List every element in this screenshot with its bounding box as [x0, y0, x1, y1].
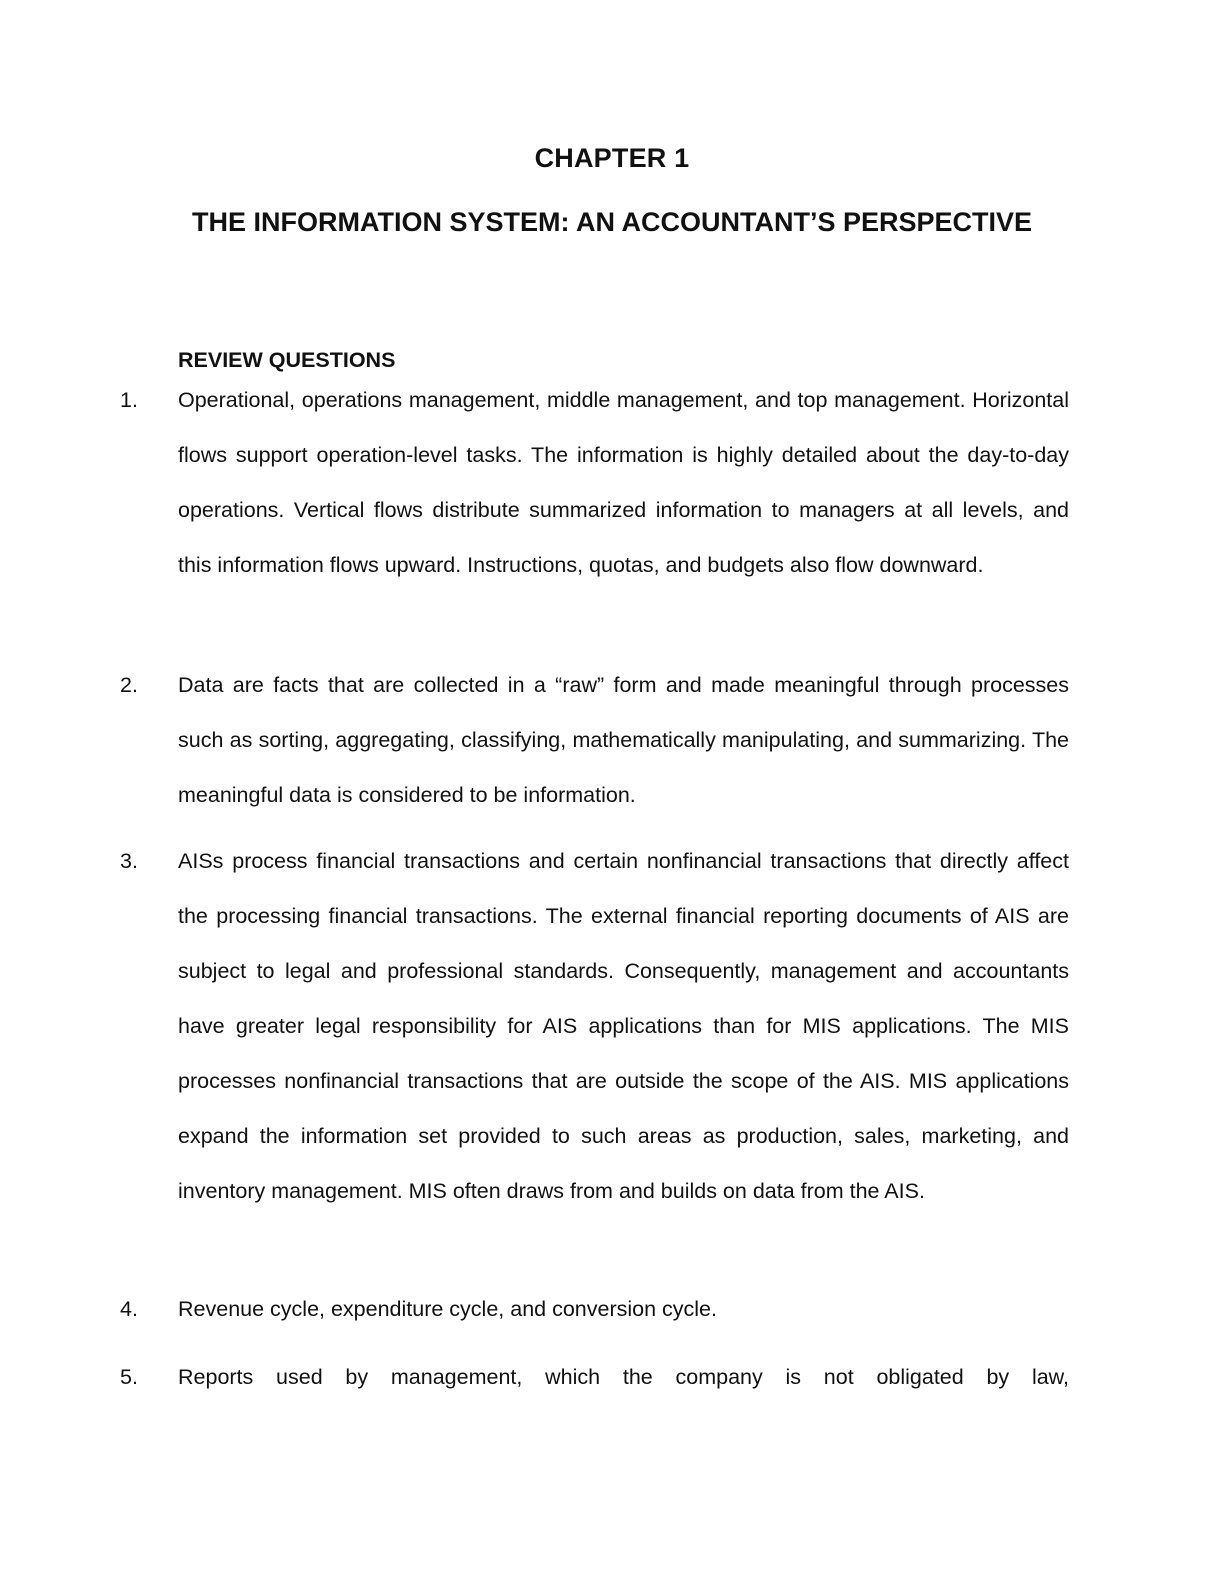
chapter-title: THE INFORMATION SYSTEM: AN ACCOUNTANT’S PERSPECTIVE — [191, 207, 1033, 237]
question-item — [120, 658, 1070, 823]
section-heading: REVIEW QUESTIONS — [178, 348, 396, 372]
question-item — [120, 1350, 1070, 1405]
question-answer-text: Operational, operations management, middle management, and top management. Horizontal flows support operation-level tasks. The information is highly detailed about the day-to-day operations. Vertical flows distribute summarized information to managers at all levels, and this information flows upward. Instructions, quotas, and budgets also flow downward. — [178, 388, 1069, 577]
question-item — [120, 373, 1070, 593]
question-answer-text: Data are facts that are collected in a “raw” form and made meaningful through processes such as sorting, aggregating, classifying, mathematically manipulating, and summarizing. The meaningful data is considered to be information. — [178, 673, 1069, 807]
chapter-label: CHAPTER 1 — [534, 143, 690, 173]
question-answer-text: Revenue cycle, expenditure cycle, and conversion cycle. — [178, 1297, 717, 1321]
question-number: 1. — [120, 388, 138, 412]
question-number: 4. — [120, 1297, 138, 1321]
question-answer-text: AISs process financial transactions and certain nonfinancial transactions that directly affect the processing financial transactions. The external financial reporting documents of AIS are subject to legal and professional standards. Consequently, management and accountants have greater legal responsibility for AIS applications than for MIS applications. The MIS processes nonfinancial transactions that are outside the scope of the AIS. MIS applications expand the information set provided to such areas as production, sales, marketing, and inventory management. MIS often draws from and builds on data from the AIS. — [178, 849, 1069, 1203]
question-item — [120, 834, 1070, 1219]
question-answer-text: Reports used by management, which the company is not obligated by law, — [178, 1365, 1069, 1389]
question-number: 5. — [120, 1365, 138, 1389]
question-number: 3. — [120, 849, 138, 873]
question-item — [120, 1282, 1070, 1337]
question-number: 2. — [120, 673, 138, 697]
